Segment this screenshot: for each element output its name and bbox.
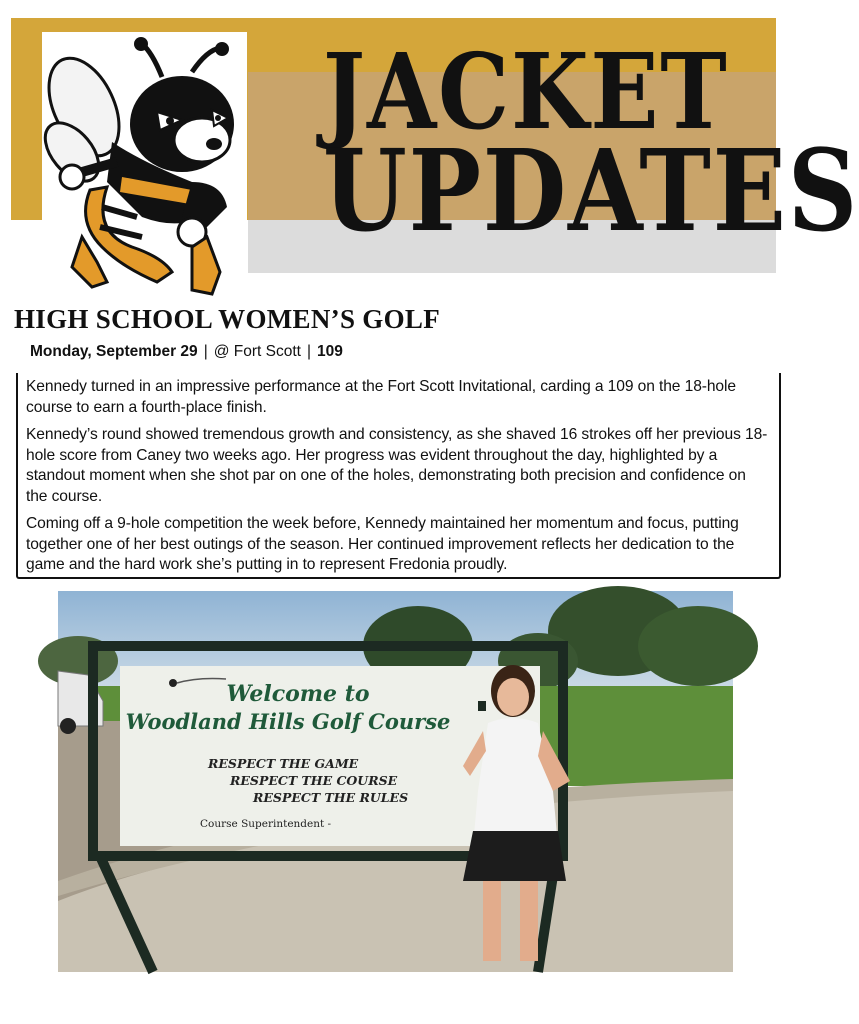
story-paragraph: Kennedy’s round showed tremendous growth and consistency, as she shaved 16 strokes off her previous 18-hole score from Caney two weeks ago. Her progress was evident throughout the day, highlighted by a standout moment when she shot par on one of the holes, demonstrating both precision and confidence on the course. — [26, 426, 768, 505]
sign-footer: Course Superintendent - — [200, 818, 332, 830]
section-title: HIGH SCHOOL WOMEN’S GOLF — [14, 304, 441, 334]
meta-divider: | — [203, 343, 208, 360]
sign-rule: RESPECT THE RULES — [253, 790, 409, 805]
event-meta — [30, 343, 343, 361]
story-box — [16, 373, 781, 579]
sign-rule: RESPECT THE COURSE — [230, 773, 398, 788]
event-date: Monday, September 29 — [30, 343, 198, 360]
meta-divider: | — [306, 343, 311, 360]
sign-rule: RESPECT THE GAME — [208, 756, 359, 771]
newsletter-title — [322, 30, 859, 257]
story-paragraph: Coming off a 9-hole competition the week before, Kennedy maintained her momentum and focus, putting together one of her best outings of the season. Her continued improvement reflects her dedication to the game and the hard work she’s putting in to represent Fredonia proudly. — [26, 515, 739, 573]
title-line-1: JACKET — [322, 30, 729, 153]
sign-welcome: Welcome to — [226, 681, 370, 707]
golf-course-photo — [58, 591, 733, 972]
yellow-jacket-mascot-icon — [42, 32, 247, 300]
story-paragraph: Kennedy turned in an impressive performance at the Fort Scott Invitational, carding a 109 on the 18-hole course to earn a fourth-place finish. — [26, 378, 736, 416]
title-line-2: UPDATES — [322, 126, 859, 257]
mascot-logo — [42, 32, 247, 300]
event-location: @ Fort Scott — [213, 343, 301, 360]
event-score: 109 — [316, 343, 343, 360]
sign-course-name: Woodland Hills Golf Course — [125, 709, 451, 734]
